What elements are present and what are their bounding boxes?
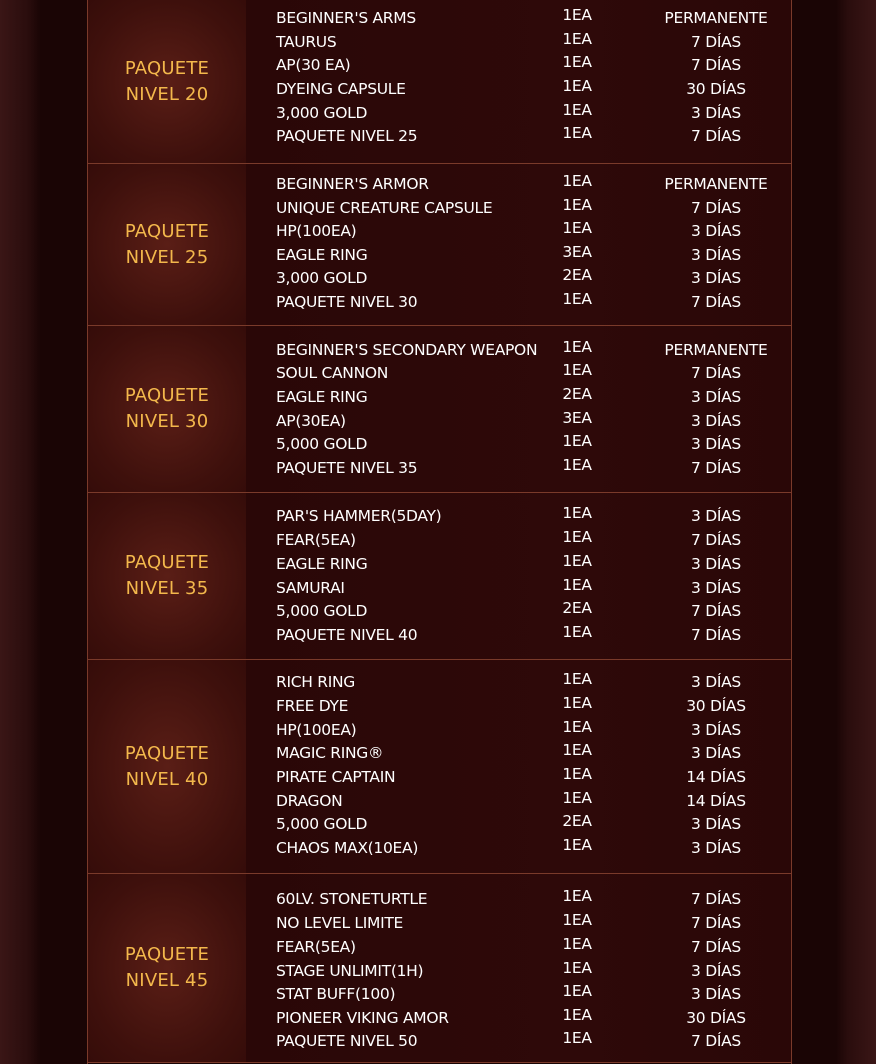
item-name: HP(100EA) — [276, 721, 357, 739]
item-duration: 3 DÍAS — [691, 673, 741, 691]
item-quantity: 1EA — [562, 718, 592, 736]
item-duration: 7 DÍAS — [691, 127, 741, 145]
item-name: HP(100EA) — [276, 222, 357, 240]
package-label-line2: NIVEL 45 — [125, 970, 209, 991]
package-label-line2: NIVEL 25 — [125, 246, 209, 268]
item-quantity: 1EA — [562, 290, 592, 308]
item-quantity: 1EA — [562, 741, 592, 759]
item-quantity: 1EA — [562, 935, 592, 953]
item-quantity: 1EA — [562, 959, 592, 977]
item-duration: 3 DÍAS — [691, 815, 741, 833]
item-name: MAGIC RING® — [276, 744, 384, 762]
item-name: DYEING CAPSULE — [276, 80, 406, 98]
item-quantity: 1EA — [562, 432, 592, 450]
package-label — [125, 550, 209, 602]
item-duration: 7 DÍAS — [691, 33, 741, 51]
item-row — [246, 101, 791, 128]
item-row — [246, 576, 791, 603]
item-name: 5,000 GOLD — [276, 815, 368, 833]
item-name: 60LV. STONETURTLE — [276, 890, 428, 908]
item-name: EAGLE RING — [276, 246, 368, 264]
item-name: NO LEVEL LIMITE — [276, 914, 404, 932]
package-label — [125, 56, 209, 108]
package-label-cell — [88, 164, 246, 325]
item-duration: 7 DÍAS — [691, 459, 741, 477]
item-duration: 7 DÍAS — [691, 293, 741, 311]
item-quantity: 1EA — [562, 552, 592, 570]
item-duration: 3 DÍAS — [691, 507, 741, 525]
package-label-line1: PAQUETE — [124, 220, 210, 242]
item-name: AP(30 EA) — [276, 56, 351, 74]
package-row-nivel-40 — [88, 660, 791, 874]
package-row-nivel-25 — [88, 164, 791, 326]
package-label-cell — [88, 874, 246, 1062]
item-duration: 7 DÍAS — [691, 1032, 741, 1050]
item-row — [246, 504, 791, 531]
package-label-line2: NIVEL 35 — [125, 578, 209, 599]
item-name: FREE DYE — [276, 697, 349, 715]
item-name: CHAOS MAX(10EA) — [276, 839, 419, 857]
item-row — [246, 528, 791, 555]
item-quantity: 2EA — [562, 812, 592, 830]
item-quantity: 1EA — [562, 836, 592, 854]
item-row — [246, 1029, 791, 1056]
item-quantity: 1EA — [562, 30, 592, 48]
item-row — [246, 219, 791, 246]
package-label — [125, 383, 209, 435]
item-quantity: 1EA — [562, 101, 592, 119]
package-label — [125, 942, 209, 994]
item-row — [246, 290, 791, 317]
item-quantity: 1EA — [562, 887, 592, 905]
item-duration: 7 DÍAS — [691, 199, 741, 217]
item-duration: 7 DÍAS — [691, 602, 741, 620]
package-label-line2: NIVEL 40 — [125, 768, 209, 790]
item-row — [246, 432, 791, 459]
item-duration: PERMANENTE — [664, 9, 768, 27]
item-name: UNIQUE CREATURE CAPSULE — [276, 199, 493, 217]
package-label-line2: NIVEL 20 — [125, 83, 209, 105]
item-duration: 3 DÍAS — [691, 388, 741, 406]
item-name: FEAR(5EA) — [276, 938, 356, 956]
item-row — [246, 6, 791, 33]
item-quantity: 1EA — [562, 911, 592, 929]
item-duration: 3 DÍAS — [691, 412, 741, 430]
package-table — [87, 0, 792, 1064]
item-row — [246, 959, 791, 986]
item-quantity: 2EA — [562, 599, 592, 617]
item-duration: 3 DÍAS — [691, 721, 741, 739]
item-row — [246, 836, 791, 863]
item-quantity: 1EA — [562, 694, 592, 712]
item-name: SAMURAI — [276, 579, 345, 597]
item-name: 3,000 GOLD — [276, 104, 368, 122]
item-name: 5,000 GOLD — [276, 602, 368, 620]
item-row — [246, 1006, 791, 1033]
package-row-nivel-45 — [88, 874, 791, 1063]
item-quantity: 1EA — [562, 124, 592, 142]
item-row — [246, 741, 791, 768]
item-row — [246, 789, 791, 816]
package-items — [246, 326, 791, 492]
item-duration: 3 DÍAS — [691, 839, 741, 857]
item-row — [246, 765, 791, 792]
item-duration: PERMANENTE — [664, 341, 768, 359]
package-label-cell — [88, 0, 246, 163]
item-duration: 7 DÍAS — [691, 890, 741, 908]
item-row — [246, 361, 791, 388]
item-row — [246, 623, 791, 650]
item-quantity: 1EA — [562, 623, 592, 641]
item-duration: 3 DÍAS — [691, 222, 741, 240]
package-label-line1: PAQUETE — [124, 742, 210, 764]
package-items — [246, 164, 791, 325]
item-duration: 7 DÍAS — [691, 364, 741, 382]
item-name: AP(30EA) — [276, 412, 346, 430]
item-row — [246, 887, 791, 914]
item-duration: 3 DÍAS — [691, 104, 741, 122]
item-row — [246, 409, 791, 436]
item-quantity: 1EA — [562, 77, 592, 95]
item-row — [246, 718, 791, 745]
package-label-cell — [88, 660, 246, 873]
item-quantity: 1EA — [562, 361, 592, 379]
item-quantity: 3EA — [562, 409, 592, 427]
package-items — [246, 660, 791, 873]
item-quantity: 1EA — [562, 982, 592, 1000]
package-label — [125, 219, 209, 271]
item-name: TAURUS — [276, 33, 337, 51]
package-label-line2: NIVEL 30 — [125, 411, 209, 432]
item-name: STAT BUFF(100) — [276, 985, 396, 1003]
package-row-nivel-35 — [88, 493, 791, 660]
package-label — [125, 741, 209, 793]
package-row-nivel-20 — [88, 0, 791, 164]
item-quantity: 1EA — [562, 172, 592, 190]
item-quantity: 1EA — [562, 670, 592, 688]
item-row — [246, 935, 791, 962]
item-row — [246, 385, 791, 412]
item-quantity: 1EA — [562, 1006, 592, 1024]
item-row — [246, 982, 791, 1009]
item-name: EAGLE RING — [276, 388, 368, 406]
item-quantity: 1EA — [562, 53, 592, 71]
item-quantity: 1EA — [562, 528, 592, 546]
item-name: PIONEER VIKING AMOR — [276, 1009, 449, 1027]
item-name: PIRATE CAPTAIN — [276, 768, 396, 786]
item-name: BEGINNER'S ARMS — [276, 9, 416, 27]
item-quantity: 1EA — [562, 789, 592, 807]
item-quantity: 2EA — [562, 266, 592, 284]
item-duration: 3 DÍAS — [691, 744, 741, 762]
item-quantity: 1EA — [562, 456, 592, 474]
item-name: BEGINNER'S SECONDARY WEAPON — [276, 341, 538, 359]
item-duration: 3 DÍAS — [691, 579, 741, 597]
item-name: PAQUETE NIVEL 35 — [276, 459, 418, 477]
item-row — [246, 552, 791, 579]
item-quantity: 1EA — [562, 504, 592, 522]
package-label-line1: PAQUETE — [124, 385, 210, 406]
item-name: EAGLE RING — [276, 555, 368, 573]
item-quantity: 1EA — [562, 338, 592, 356]
item-row — [246, 196, 791, 223]
item-duration: 7 DÍAS — [691, 56, 741, 74]
item-duration: 7 DÍAS — [691, 914, 741, 932]
item-row — [246, 124, 791, 151]
item-duration: 3 DÍAS — [691, 962, 741, 980]
item-name: SOUL CANNON — [276, 364, 389, 382]
item-quantity: 1EA — [562, 1029, 592, 1047]
package-items — [246, 874, 791, 1062]
item-duration: 3 DÍAS — [691, 246, 741, 264]
item-name: PAQUETE NIVEL 40 — [276, 626, 418, 644]
item-name: PAQUETE NIVEL 25 — [276, 127, 418, 145]
item-duration: 3 DÍAS — [691, 269, 741, 287]
item-name: BEGINNER'S ARMOR — [276, 175, 429, 193]
package-label-line1: PAQUETE — [124, 57, 210, 79]
item-row — [246, 266, 791, 293]
package-label-line1: PAQUETE — [124, 552, 210, 573]
item-name: 3,000 GOLD — [276, 269, 368, 287]
item-row — [246, 53, 791, 80]
item-duration: 3 DÍAS — [691, 435, 741, 453]
item-quantity: 1EA — [562, 6, 592, 24]
item-name: RICH RING — [276, 673, 355, 691]
item-row — [246, 77, 791, 104]
package-label-line1: PAQUETE — [124, 944, 210, 965]
package-row-nivel-30 — [88, 326, 791, 493]
item-row — [246, 338, 791, 365]
item-duration: 3 DÍAS — [691, 985, 741, 1003]
item-duration: 7 DÍAS — [691, 626, 741, 644]
item-duration: 14 DÍAS — [686, 768, 746, 786]
item-duration: PERMANENTE — [664, 175, 768, 193]
item-row — [246, 911, 791, 938]
item-row — [246, 172, 791, 199]
item-duration: 30 DÍAS — [686, 697, 746, 715]
item-name: FEAR(5EA) — [276, 531, 356, 549]
item-row — [246, 670, 791, 697]
package-label-cell — [88, 493, 246, 659]
item-row — [246, 812, 791, 839]
item-quantity: 2EA — [562, 385, 592, 403]
item-row — [246, 599, 791, 626]
item-quantity: 3EA — [562, 243, 592, 261]
item-row — [246, 30, 791, 57]
item-row — [246, 456, 791, 483]
package-items — [246, 493, 791, 659]
item-duration: 7 DÍAS — [691, 531, 741, 549]
item-quantity: 1EA — [562, 196, 592, 214]
item-duration: 14 DÍAS — [686, 792, 746, 810]
item-duration: 7 DÍAS — [691, 938, 741, 956]
item-name: STAGE UNLIMIT(1H) — [276, 962, 424, 980]
package-label-cell — [88, 326, 246, 492]
item-duration: 30 DÍAS — [686, 80, 746, 98]
item-row — [246, 243, 791, 270]
package-items — [246, 0, 791, 163]
item-quantity: 1EA — [562, 576, 592, 594]
item-name: 5,000 GOLD — [276, 435, 368, 453]
item-duration: 30 DÍAS — [686, 1009, 746, 1027]
item-quantity: 1EA — [562, 219, 592, 237]
item-row — [246, 694, 791, 721]
item-duration: 3 DÍAS — [691, 555, 741, 573]
item-quantity: 1EA — [562, 765, 592, 783]
item-name: PAQUETE NIVEL 30 — [276, 293, 418, 311]
item-name: PAQUETE NIVEL 50 — [276, 1032, 418, 1050]
item-name: DRAGON — [276, 792, 343, 810]
item-name: PAR'S HAMMER(5DAY) — [276, 507, 442, 525]
